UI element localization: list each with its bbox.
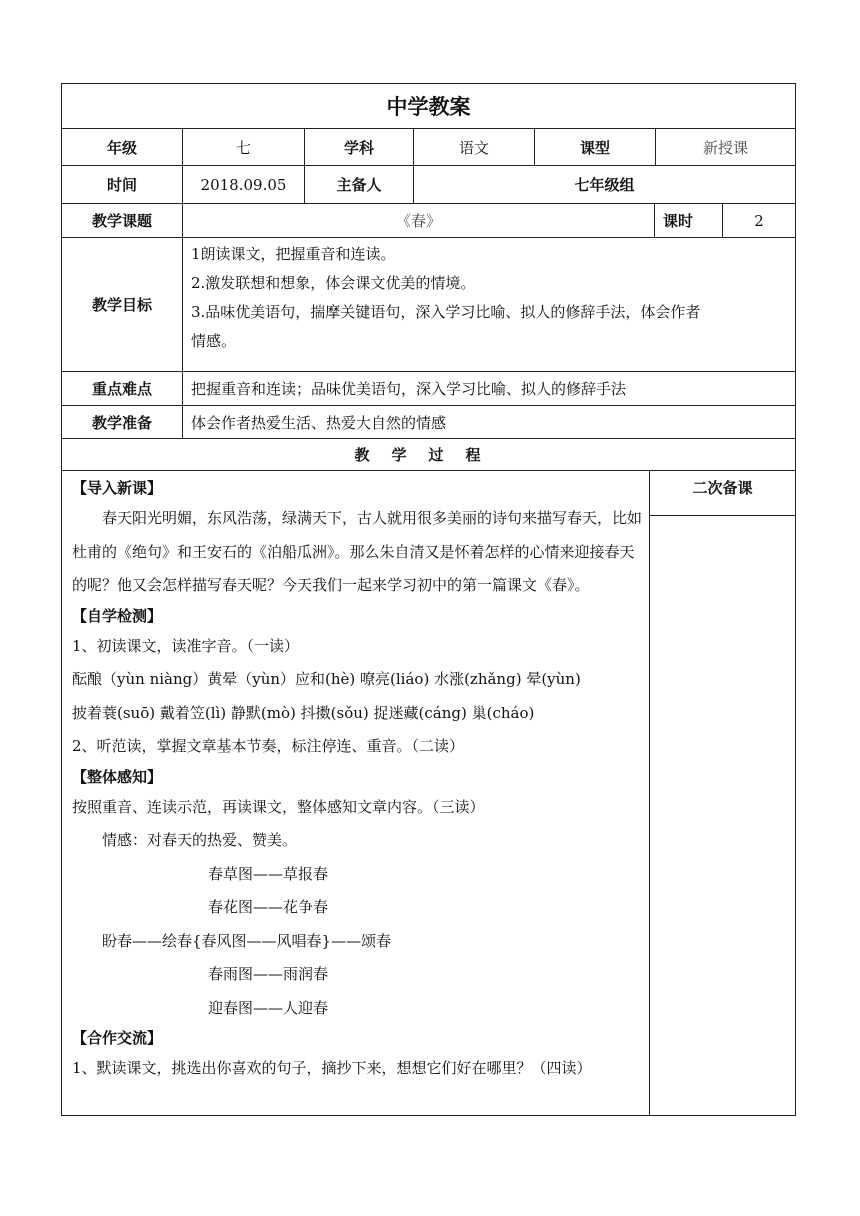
title-row [62,84,795,129]
lesson-plan-table [61,83,796,1116]
section-title-overall: 【整体感知】 [72,767,163,786]
goal-item: 3.品味优美语句，揣摩关键语句，深入学习比喻、拟人的修辞手法，体会作者 [191,303,701,321]
secondary-prep-column [650,471,795,1115]
subject-value: 语文 [414,129,535,165]
preparation-label: 教学准备 [62,406,183,438]
topic-label: 教学课题 [62,204,183,237]
self-step-1: 1、初读课文，读准字音。（一读） [72,636,300,655]
page-title: 中学教案 [386,95,471,119]
topic-value: 《春》 [183,204,655,237]
outline-line: 春雨图——雨润春 [208,965,329,983]
section-title-intro: 【导入新课】 [72,479,163,497]
time-label: 时间 [62,166,183,203]
process-main [62,471,650,1115]
time-value: 2018.09.05 [183,166,305,203]
coop-step-1: 1、默读课文，挑选出你喜欢的句子，摘抄下来，想想它们好在哪里？（四读） [72,1059,592,1077]
header-row-2 [62,166,795,204]
section-title-self: 【自学检测】 [72,606,163,625]
pinyin-line-2: 披着蓑(suō) 戴着笠(lì) 静默(mò) 抖擞(sǒu) 捉迷藏(cáng) 巢(cháo) [72,703,535,722]
period-label: 课时 [655,204,723,237]
secondary-prep-heading: 二次备课 [650,471,795,516]
pinyin-line-1: 酝酿（yùn niàng）黄晕（yùn）应和(hè) 嘹亮(liáo) 水涨(zhǎng) 晕(yùn) [72,670,581,688]
period-value: 2 [754,211,764,230]
preparer-label: 主备人 [305,166,414,203]
process-heading-row [62,439,795,471]
type-label: 课型 [535,129,656,165]
overall-step-1: 按照重音、连读示范，再读课文，整体感知文章内容。（三读） [72,797,485,816]
outline-line: 春草图——草报春 [208,864,329,883]
header-row-1 [62,129,795,166]
process-heading: 教学过程 [354,446,503,464]
secondary-prep-area [650,516,795,1115]
outline-line: 盼春——绘春{春风图——风唱春}——颂春 [102,931,392,950]
intro-paragraph: 春天阳光明媚，东风浩荡，绿满天下，古人就用很多美丽的诗句来描写春天，比如杜甫的《绝句》和王安石的《泊船瓜洲》。那么朱自清又是怀着怎样的心情来迎接春天的呢？他又会怎样描写春天呢？今天我们一起来学习初中的第一篇课文《春》。 [72,509,643,594]
preparation-row [62,406,795,439]
key-points-row [62,372,795,406]
outline-line: 迎春图——人迎春 [208,998,329,1017]
preparation-value: 体会作者热爱生活、热爱大自然的情感 [191,413,447,432]
emotion-line: 情感：对春天的热爱、赞美。 [102,831,298,849]
header-row-3 [62,204,795,238]
key-points-label: 重点难点 [62,372,183,405]
type-value: 新授课 [702,138,748,157]
goals-list [183,238,795,371]
preparer-value: 七年级组 [574,176,635,194]
subject-label: 学科 [305,129,414,165]
goals-label: 教学目标 [62,238,183,371]
goals-row [62,238,795,372]
process-body-row [62,471,795,1115]
goal-item: 情感。 [191,332,237,350]
section-title-coop: 【合作交流】 [72,1029,163,1047]
goal-item: 1朗读课文，把握重音和连读。 [191,245,396,263]
goal-item: 2.激发联想和想象，体会课文优美的情境。 [191,274,476,292]
self-step-2: 2、听范读，掌握文章基本节奏，标注停连、重音。（二读） [72,737,465,755]
grade-label: 年级 [62,129,183,165]
grade-value: 七 [183,129,305,165]
outline-line: 春花图——花争春 [208,898,329,916]
key-points-value: 把握重音和连读；品味优美语句，深入学习比喻、拟人的修辞手法 [191,380,627,398]
